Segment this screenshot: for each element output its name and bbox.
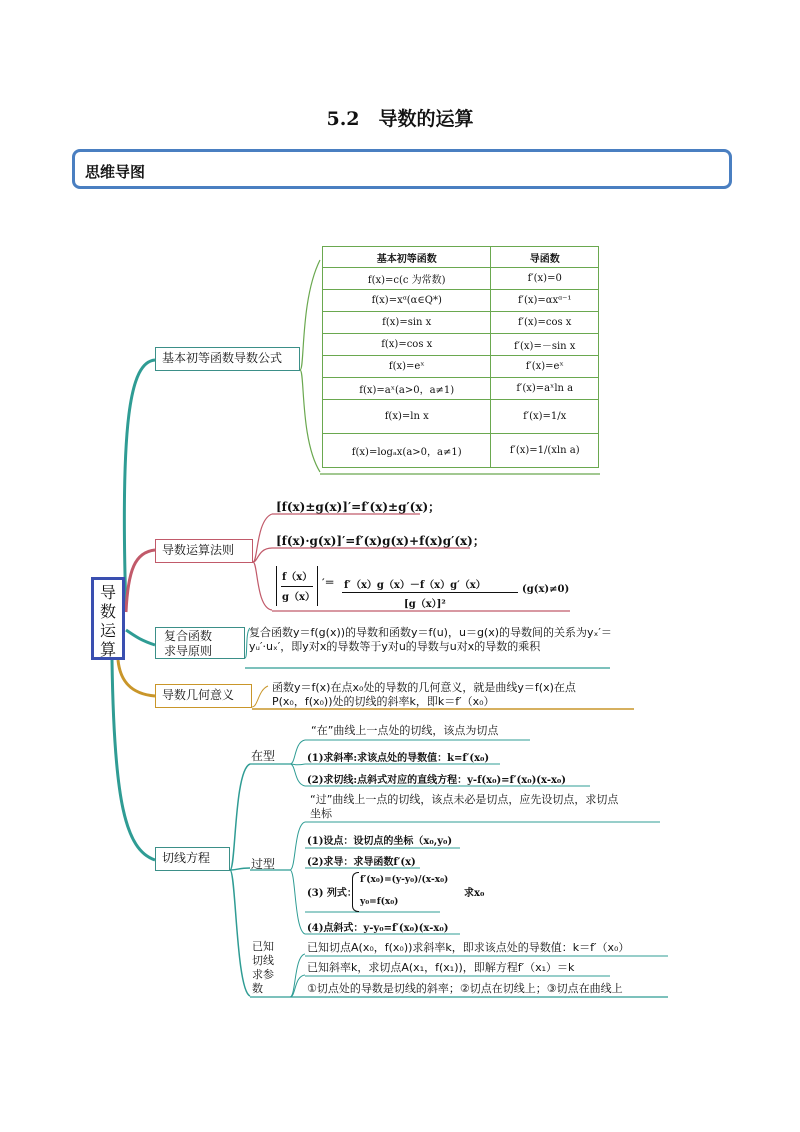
table-row: [323, 290, 599, 312]
root-char: 导: [99, 583, 116, 602]
known-type-label: [252, 940, 274, 996]
derivative-table: [322, 246, 599, 468]
zai-step-slope: (1)求斜率:求该点处的导数值：k=f′(x₀): [307, 753, 490, 764]
zai-step-line: (2)求切线:点斜式对应的直线方程：y-f(x₀)=f′(x₀)(x-x₀): [307, 775, 567, 786]
node-geometric-meaning[interactable]: 导数几何意义: [155, 684, 252, 708]
guo-step-derivative: (2)求导：求导函数f′(x): [307, 857, 416, 868]
guo-step-point-slope: (4)点斜式：y-y₀=f′(x₀)(x-x₀): [307, 923, 449, 934]
guo-type-description-line: 坐标: [310, 807, 332, 820]
node-composite-line: 复合函数: [164, 629, 213, 643]
table-cell: f(x)=cos x: [323, 334, 491, 356]
known-point-line: 已知切点A(x₀，f(x₀))求斜率k，即求该点处的导数值：k＝f′（x₀）: [307, 941, 630, 954]
table-header: 基本初等函数: [323, 247, 491, 268]
node-operation-rules[interactable]: 导数运算法则: [155, 539, 253, 563]
table-cell: f(x)=eˣ: [323, 356, 491, 378]
guo-solve-x0: 求x₀: [464, 888, 485, 899]
known-label-line: 数: [252, 982, 263, 995]
sum-rule: [f(x)±g(x)]′=f′(x)±g′(x)；: [276, 500, 441, 514]
table-row: [323, 334, 599, 356]
table-cell: f(x)=aˣ(a>0，a≠1): [323, 378, 491, 400]
guo-system-eq2: y₀=f(x₀): [360, 897, 399, 907]
node-composite-line: 求导原则: [164, 644, 213, 658]
geometry-description-line: P(x₀，f(x₀))处的切线的斜率k，即k＝f′（x₀）: [272, 695, 495, 708]
guo-type-label: 过型: [251, 857, 276, 871]
fraction-bar: [281, 586, 313, 587]
root-node[interactable]: [91, 577, 125, 660]
table-cell: f′(x)=aˣln a: [491, 378, 599, 400]
quotient-left-denominator: g（x）: [282, 592, 315, 603]
guo-type-description-line: “过”曲线上一点的切线，该点未必是切点，应先设切点，求切点: [310, 793, 619, 806]
table-cell: f′(x)=0: [491, 268, 599, 290]
section-banner-label: 思维导图: [85, 163, 146, 181]
node-tangent-equation[interactable]: 切线方程: [155, 847, 230, 871]
root-char: 数: [99, 602, 116, 621]
guo-system-eq1: f′(x₀)=(y-y₀)/(x-x₀): [360, 875, 449, 885]
page-title: 5.2 导数的运算: [326, 108, 474, 130]
geometry-description-line: 函数y＝f(x)在点x₀处的导数的几何意义，就是曲线y＝f(x)在点: [272, 681, 576, 694]
table-row: [323, 434, 599, 468]
known-slope-line: 已知斜率k，求切点A(x₁，f(x₁))，即解方程f′（x₁）＝k: [307, 961, 575, 974]
table-cell: f′(x)=1/(xln a): [491, 434, 599, 468]
table-cell: f′(x)=αxᵅ⁻¹: [491, 290, 599, 312]
table-row: [323, 378, 599, 400]
zai-type-label: 在型: [251, 749, 276, 763]
table-cell: f(x)=c(c 为常数): [323, 268, 491, 290]
quotient-numerator: f′（x）g（x）－f（x）g′（x）: [344, 580, 486, 591]
table-cell: f(x)=logₐx(a>0，a≠1): [323, 434, 491, 468]
table-cell: f′(x)=1/x: [491, 400, 599, 434]
table-cell: f(x)=sin x: [323, 312, 491, 334]
product-rule: [f(x)·g(x)]′=f′(x)g(x)+f(x)g′(x)；: [276, 534, 485, 548]
system-brace: [352, 872, 359, 912]
table-row: [323, 268, 599, 290]
quotient-denominator: [g（x）]²: [404, 599, 446, 610]
node-composite[interactable]: [155, 627, 245, 659]
table-row: [323, 312, 599, 334]
composite-description: 复合函数y＝f(g(x))的导数和函数y＝f(u)，u＝g(x)的导数间的关系为yₓ′＝yᵤ′·uₓ′，即y对x的导数等于y对u的导数与u对x的导数的乘积: [249, 626, 612, 653]
table-header: 导函数: [491, 247, 599, 268]
node-basic-formulas[interactable]: 基本初等函数导数公式: [155, 347, 300, 371]
root-char: 运: [99, 621, 116, 640]
quotient-fraction-bar: [342, 592, 518, 593]
table-cell: f(x)=xᵅ(α∈Q*): [323, 290, 491, 312]
quotient-left-numerator: f（x）: [282, 572, 313, 583]
quotient-bracket: [276, 566, 318, 606]
root-char: 算: [99, 640, 116, 659]
guo-step-equation-label: (3) 列式：: [307, 888, 357, 899]
section-banner: [72, 149, 732, 189]
table-cell: f′(x)=eˣ: [491, 356, 599, 378]
known-conditions-line: ①切点处的导数是切线的斜率；②切点在切线上；③切点在曲线上: [307, 982, 623, 995]
guo-step-set-point: (1)设点：设切点的坐标（x₀,y₀): [307, 836, 453, 847]
table-cell: f′(x)=cos x: [491, 312, 599, 334]
table-row: [323, 356, 599, 378]
zai-type-description: “在”曲线上一点处的切线，该点为切点: [311, 724, 499, 737]
known-label-line: 已知: [252, 940, 274, 953]
table-cell: f(x)=ln x: [323, 400, 491, 434]
table-cell: f′(x)=－sin x: [491, 334, 599, 356]
known-label-line: 求参: [252, 968, 274, 981]
table-row: [323, 400, 599, 434]
known-label-line: 切线: [252, 954, 274, 967]
quotient-condition: (g(x)≠0): [522, 584, 570, 595]
